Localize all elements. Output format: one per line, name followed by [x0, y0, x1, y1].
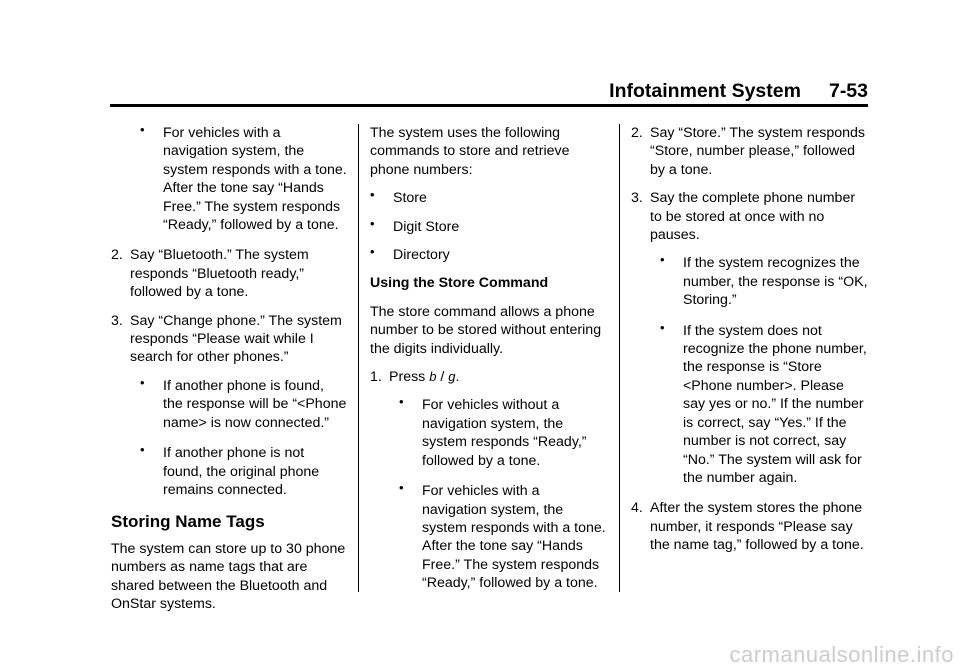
bullet-icon: •	[660, 319, 665, 335]
page-number: 7-53	[828, 80, 868, 102]
step-text: Say “Bluetooth.” The system responds “Bluetooth ready,” followed by a tone.	[130, 247, 309, 301]
subheading: Using the Store Command	[370, 275, 549, 292]
bullet-icon: •	[399, 394, 404, 410]
step-number: 3.	[631, 190, 643, 207]
step-text: Say “Store.” The system responds “Store, number please,” followed by a tone.	[650, 125, 866, 178]
list-item	[631, 319, 869, 488]
step-text-end: .	[455, 369, 460, 386]
bullet-icon: •	[140, 442, 145, 458]
command-text: Digit Store	[393, 218, 460, 235]
step-item	[111, 312, 347, 367]
step-number: 2.	[111, 247, 123, 264]
bullet-icon: •	[399, 480, 404, 496]
bullet-text: If the system does not recognize the phone number, the response is “Store <Phone number>. Please say yes or no.” If the number is correct, say “Yes.” If the number is not correct, say “No.” The system will ask for the number again.	[683, 322, 867, 486]
bullet-icon: •	[370, 215, 375, 231]
list-item	[111, 374, 347, 432]
column-1	[111, 124, 347, 623]
step-item	[111, 246, 347, 301]
step-text: Say “Change phone.” The system responds “Please wait while I search for other phones.”	[130, 312, 342, 366]
step-text-lead: Press	[389, 369, 426, 386]
column-3	[631, 124, 869, 565]
watermark: carmanualsonline.info	[729, 642, 954, 667]
section-title: Infotainment System	[609, 80, 801, 102]
body-paragraph: The system can store up to 30 phone numbers as name tags that are shared between the Bluetooth and OnStar systems.	[111, 540, 346, 612]
page-header	[609, 80, 868, 103]
column-divider	[619, 124, 620, 592]
step-number: 2.	[631, 125, 643, 141]
header-rule	[110, 104, 868, 107]
bullet-text: For vehicles with a navigation system, the system responds with a tone. After the tone say “Hands Free.” The system responds “Ready,” followed by a tone.	[163, 125, 347, 234]
voice-button-icon: g	[448, 369, 456, 385]
command-text: Store	[393, 190, 427, 207]
list-item	[631, 254, 869, 309]
list-item	[370, 396, 606, 470]
command-text: Directory	[393, 247, 450, 264]
section-heading: Storing Name Tags	[111, 512, 265, 532]
list-item	[370, 189, 606, 207]
list-item	[111, 444, 347, 499]
step-item	[631, 189, 869, 244]
step-number: 1.	[370, 369, 382, 386]
step-number: 4.	[631, 500, 643, 517]
bullet-icon: •	[370, 244, 375, 260]
list-item	[370, 246, 606, 264]
step-text: Say the complete phone number to be stored at once with no pauses.	[650, 190, 856, 244]
body-paragraph: The system uses the following commands to store and retrieve phone numbers:	[370, 125, 570, 178]
bullet-icon: •	[370, 187, 375, 203]
column-divider	[358, 124, 359, 592]
bullet-text: For vehicles with a navigation system, the system responds with a tone. After the tone say “Hands Free.” The system responds “Ready,” followed by a tone.	[422, 483, 606, 592]
bullet-text: If another phone is found, the response will be “<Phone name> is now connected.”	[163, 377, 347, 431]
bullet-text: If another phone is not found, the original phone remains connected.	[163, 445, 320, 498]
bullet-text: For vehicles without a navigation system, the system responds “Ready,” followed by a tone.	[422, 397, 587, 469]
bullet-icon: •	[140, 374, 145, 390]
body-paragraph: The store command allows a phone number to be stored without entering the digits individually.	[370, 303, 602, 357]
phone-button-icon: b	[429, 369, 437, 385]
list-item	[370, 482, 606, 592]
step-text	[389, 368, 606, 386]
step-text: After the system stores the phone number, it responds “Please say the name tag,” followed by a tone.	[650, 500, 864, 554]
step-number: 3.	[111, 312, 123, 329]
list-item	[370, 215, 606, 236]
list-item	[111, 124, 347, 234]
column-2	[370, 124, 606, 605]
bullet-icon: •	[660, 252, 665, 268]
step-item	[370, 368, 606, 386]
bullet-text: If the system recognizes the number, the response is “OK, Storing.”	[683, 255, 868, 309]
step-item	[631, 124, 869, 179]
step-item	[631, 499, 869, 554]
glyph-separator: /	[436, 369, 449, 386]
bullet-icon: •	[140, 122, 145, 137]
